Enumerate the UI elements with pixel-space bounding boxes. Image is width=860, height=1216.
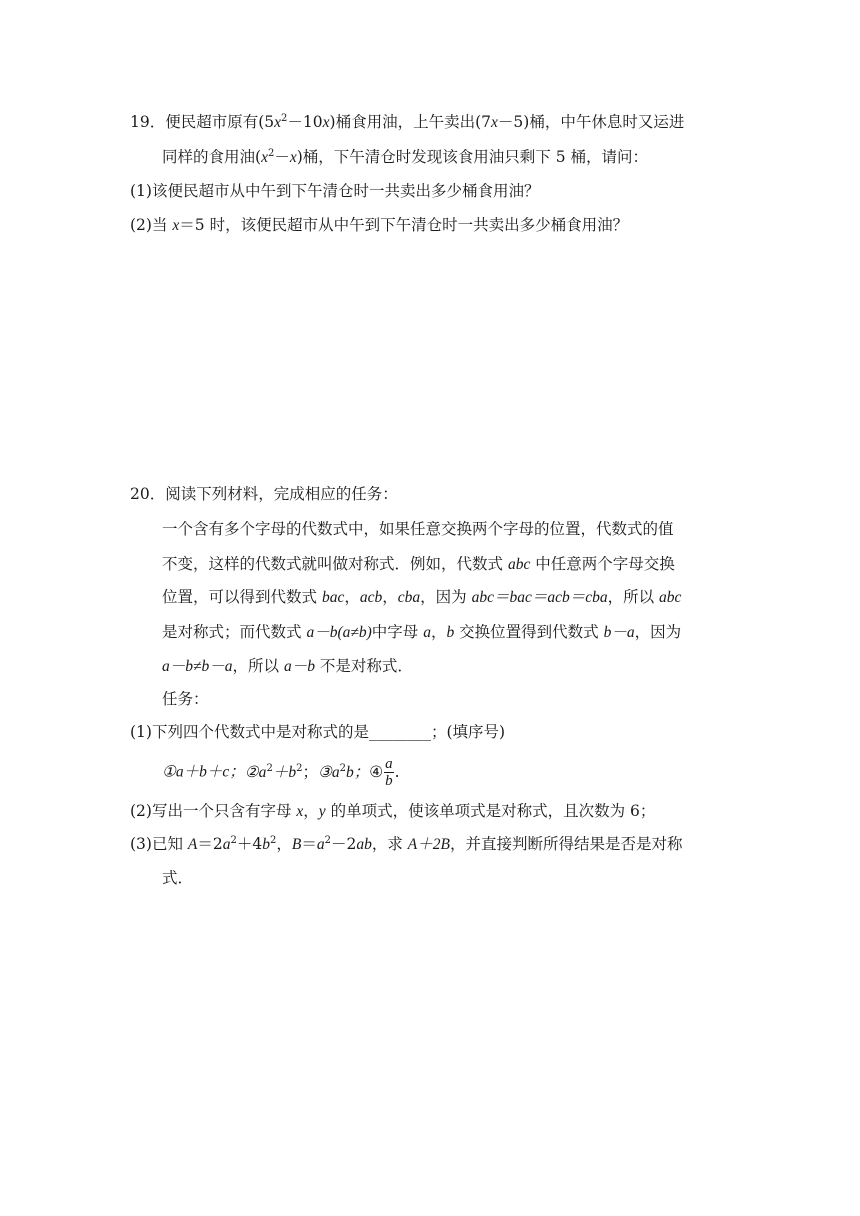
option-3: $③a^2b$； [317, 762, 370, 781]
q19-line-1: 19．便民超市原有$(5x^2-10x)$桶食用油，上午卖出(7x－5)桶，中午休息时又运进 [130, 112, 685, 131]
q20-task-1: (1)下列四个代数式中是对称式的是________；(填序号) [130, 723, 506, 741]
q20-task-2: (2)写出一个只含有字母 x，y 的单项式，使该单项式是对称式，且次数为 6； [130, 802, 656, 820]
q20-task-3-end: 式． [162, 869, 194, 887]
q20-material-4: 是对称式；而代数式 a－b(a≠b)中字母 a，b 交换位置得到代数式 b－a，因为 [162, 623, 682, 641]
option-4: ④ $\frac{a}{b}$ . [369, 756, 400, 789]
q19-number: 19． [130, 113, 166, 131]
q20-task-heading: 任务： [162, 690, 209, 708]
option-1: ①a＋b＋c； [162, 763, 245, 781]
q19-part-2: (2)当 x＝5 时，该便民超市从中午到下午清仓时一共卖出多少桶食用油？ [130, 216, 629, 234]
q20-line-intro: 20．阅读下列材料，完成相应的任务： [130, 485, 398, 503]
q20-material-1: 一个含有多个字母的代数式中，如果任意交换两个字母的位置，代数式的值 [162, 520, 674, 538]
option-2: $②a^2+b^2$； [244, 762, 318, 781]
q19-line-2: 同样的食用油$(x^2-x)$桶，下午清仓时发现该食用油只剩下 5 桶，请问： [162, 147, 648, 166]
q20-number: 20． [130, 485, 166, 503]
fraction-a-over-b: $\frac{a}{b}$ [385, 756, 393, 789]
q20-material-2: 不变，这样的代数式就叫做对称式．例如，代数式 abc 中任意两个字母交换 [162, 555, 675, 573]
q19-part-1: (1)该便民超市从中午到下午清仓时一共卖出多少桶食用油？ [130, 182, 540, 200]
q20-material-3: 位置，可以得到代数式 bac，acb，cba，因为 abc＝bac＝acb＝cba，所以 abc [162, 588, 682, 606]
q20-task-1-options [162, 756, 400, 789]
q20-material-5: a－b≠b－a，所以 a－b 不是对称式． [162, 657, 413, 675]
q20-task-3: (3)已知 $A=2a^2+4b^2$，$B=a^2-2ab$，求 A＋2B，并直接判断所得结果是否是对称 [130, 834, 683, 853]
